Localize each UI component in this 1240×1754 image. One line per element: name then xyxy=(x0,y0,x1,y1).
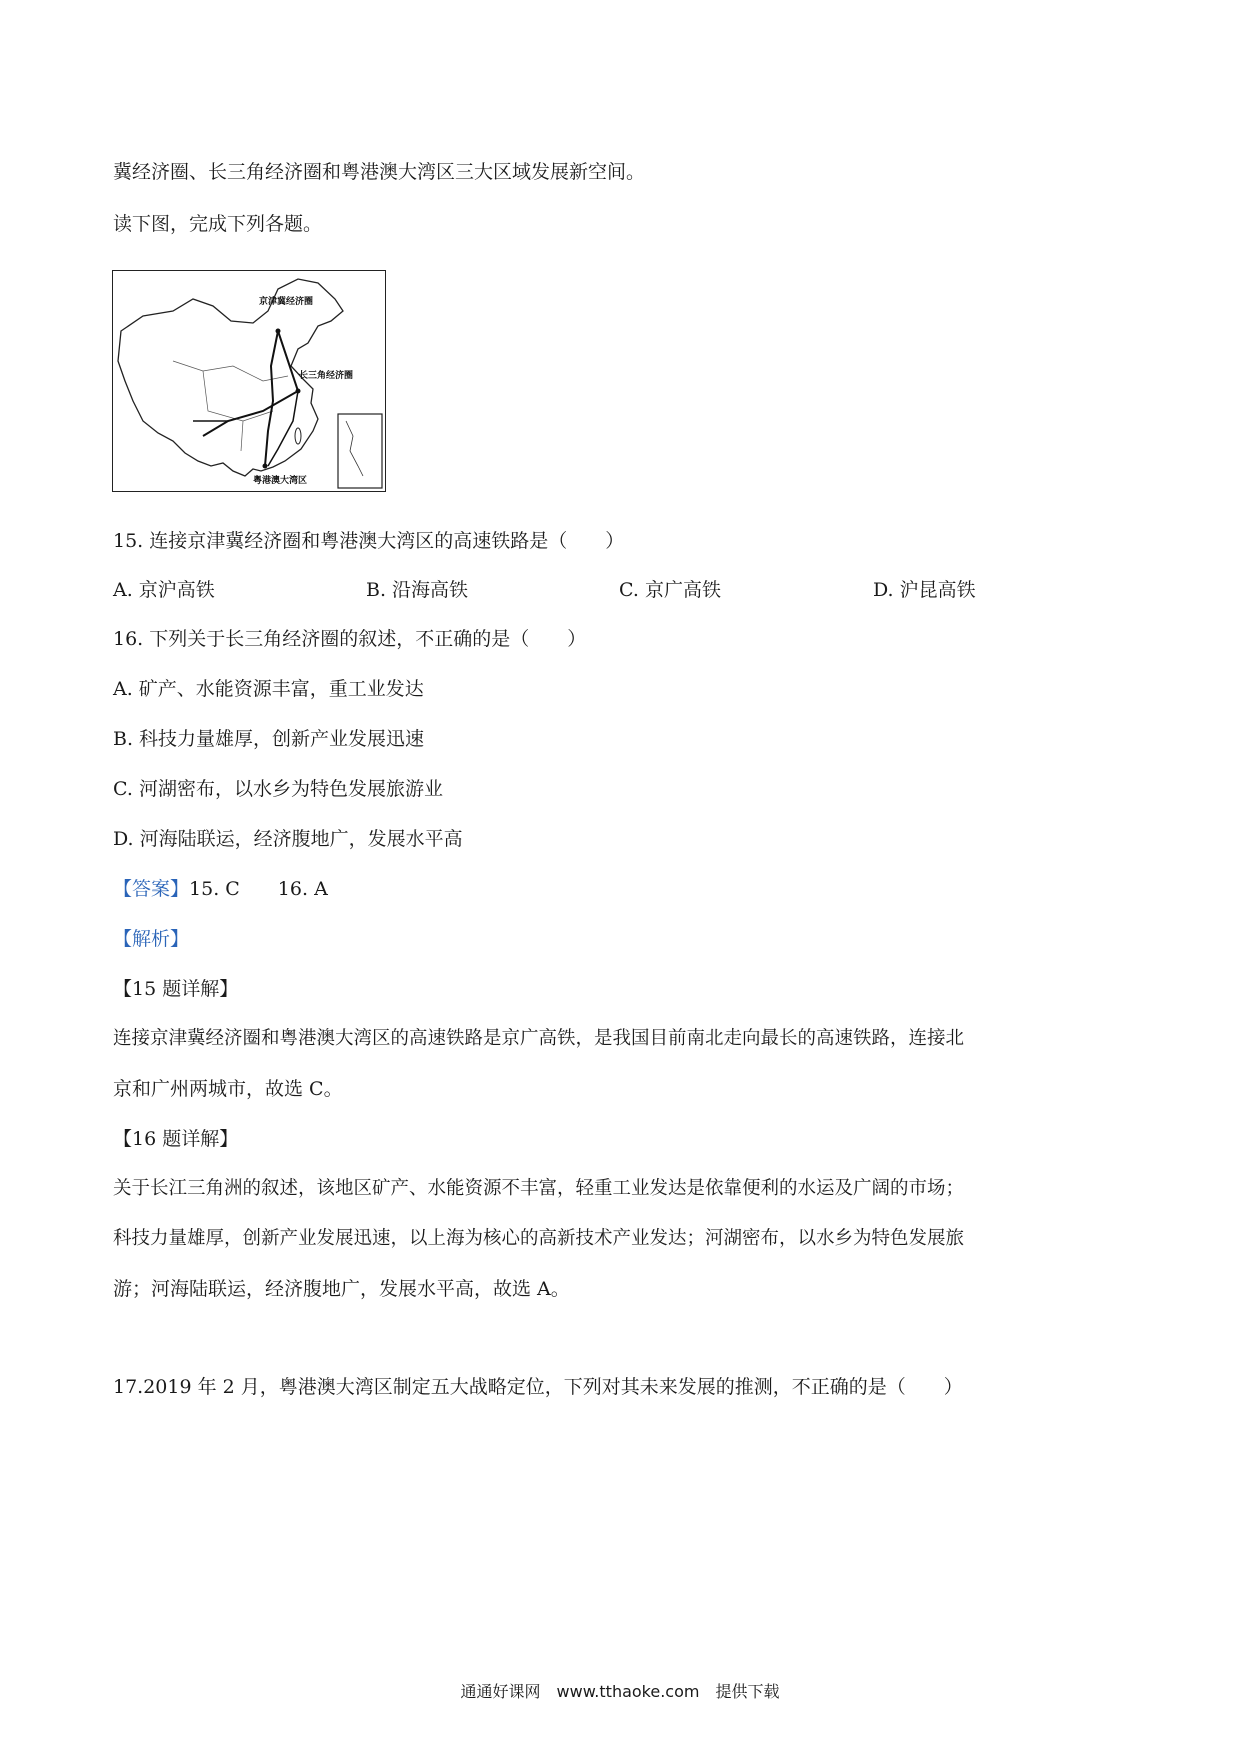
map-label-csj: 长三角经济圈 xyxy=(299,371,354,381)
map-label-jjj: 京津冀经济圈 xyxy=(259,297,314,307)
rail-jinghu xyxy=(278,331,298,391)
taiwan-island xyxy=(295,428,301,444)
rail-jingguang xyxy=(265,331,278,466)
intro-line: 冀经济圈、长三角经济圈和粤港澳大湾区三大区域发展新空间。 xyxy=(113,161,646,183)
answer-line xyxy=(113,877,328,901)
south-sea-inset xyxy=(338,414,382,488)
china-map-figure xyxy=(112,270,386,492)
detail-15-label: 【15 题详解】 xyxy=(113,978,239,1000)
detail-16-label: 【16 题详解】 xyxy=(113,1128,239,1150)
q16-option-a: A. 矿产、水能资源丰富，重工业发达 xyxy=(113,678,424,700)
q16-option-b: B. 科技力量雄厚，创新产业发展迅速 xyxy=(113,728,425,750)
answer-label: 【答案】 xyxy=(113,878,190,900)
detail-16-line3: 游；河海陆联运，经济腹地广，发展水平高，故选 A。 xyxy=(113,1278,570,1300)
q15-option-b: B. 沿海高铁 xyxy=(366,579,469,601)
q15-option-a: A. 京沪高铁 xyxy=(113,579,215,601)
analysis-label: 【解析】 xyxy=(113,928,190,950)
detail-16-line1: 关于长江三角洲的叙述，该地区矿产、水能资源不丰富，轻重工业发达是依靠便利的水运及广阔的市场； xyxy=(113,1178,965,1199)
page-footer: 通通好课网 www.tthaoke.com 提供下载 xyxy=(460,1682,780,1701)
detail-15-line1: 连接京津冀经济圈和粤港澳大湾区的高速铁路是京广高铁，是我国目前南北走向最长的高速铁路，连接北 xyxy=(113,1028,965,1049)
q17-stem: 17.2019 年 2 月，粤港澳大湾区制定五大战略定位，下列对其未来发展的推测，不正确的是（ ） xyxy=(113,1376,963,1398)
q16-option-d: D. 河海陆联运，经济腹地广，发展水平高 xyxy=(113,828,463,850)
q15-option-c: C. 京广高铁 xyxy=(619,579,721,601)
answer-text: 15. C 16. A xyxy=(189,878,328,900)
q16-option-c: C. 河湖密布，以水乡为特色发展旅游业 xyxy=(113,778,443,800)
q16-stem: 16. 下列关于长三角经济圈的叙述，不正确的是（ ） xyxy=(113,628,587,650)
china-map-svg xyxy=(113,271,385,491)
q15-option-d: D. 沪昆高铁 xyxy=(873,579,976,601)
q15-stem: 15. 连接京津冀经济圈和粤港澳大湾区的高速铁路是（ ） xyxy=(113,530,625,552)
detail-16-line2: 科技力量雄厚，创新产业发展迅速，以上海为核心的高新技术产业发达；河湖密布，以水乡为特色发展旅 xyxy=(113,1228,965,1249)
detail-15-line2: 京和广州两城市，故选 C。 xyxy=(113,1078,343,1100)
map-label-ygadwq: 粤港澳大湾区 xyxy=(253,476,308,486)
read-prompt: 读下图，完成下列各题。 xyxy=(113,213,323,235)
